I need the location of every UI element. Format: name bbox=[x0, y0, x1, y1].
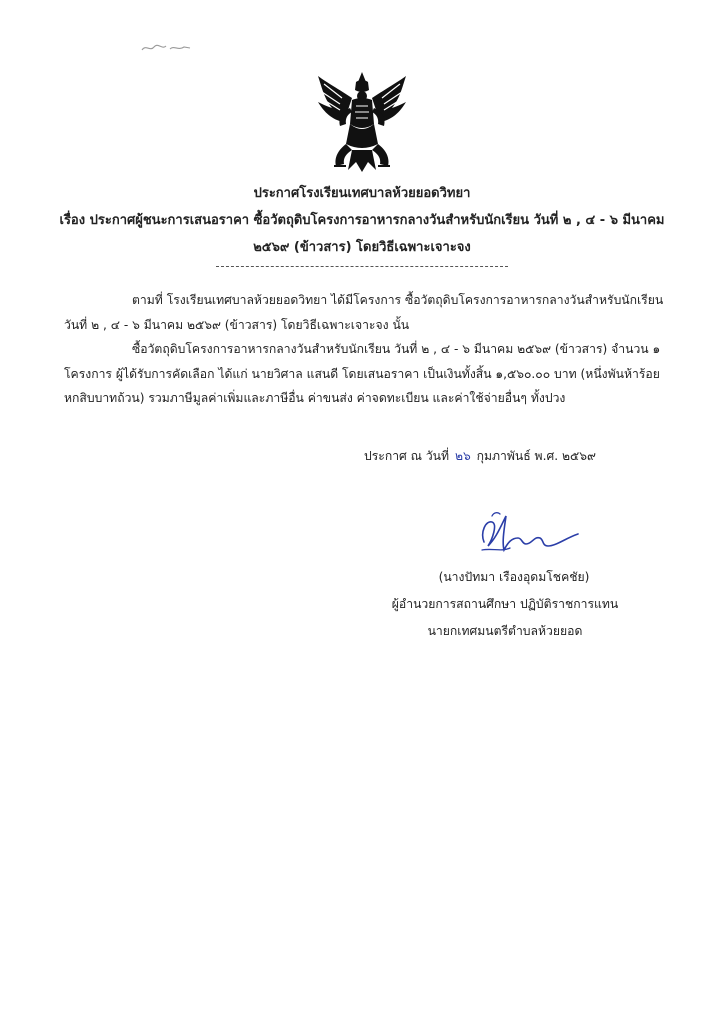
signatory-title-2: นายกเทศมนตรีตำบลห้วยยอด bbox=[427, 624, 583, 638]
signatory-name: (นางปัทมา เรืองอุดมโชคชัย) bbox=[438, 570, 590, 584]
handwritten-signature-icon bbox=[462, 502, 582, 566]
signatory-block bbox=[380, 564, 630, 645]
announcement-date bbox=[364, 447, 596, 466]
body-paragraph-1-line-2: วันที่ ๒ , ๔ - ๖ มีนาคม ๒๕๖๙ (ข้าวสาร) โดยวิธีเฉพาะเจาะจง นั้น bbox=[64, 317, 410, 332]
margin-note-mark bbox=[140, 38, 192, 56]
announce-day: ๒๖ bbox=[454, 449, 471, 463]
announce-prefix: ประกาศ ณ วันที่ bbox=[364, 449, 450, 463]
document-heading bbox=[40, 180, 684, 261]
body-paragraph-2-line-1: ซื้อวัตถุดิบโครงการอาหารกลางวันสำหรับนักเรียน วันที่ ๒ , ๔ - ๖ มีนาคม ๒๕๖๙ (ข้าวสาร) จำนวน ๑ bbox=[132, 342, 661, 356]
heading-line-3: ๒๕๖๙ (ข้าวสาร) โดยวิธีเฉพาะเจาะจง bbox=[253, 240, 471, 255]
heading-divider bbox=[216, 266, 508, 267]
garuda-emblem-icon bbox=[312, 68, 412, 174]
body-paragraph-2-line-3: หกสิบบาทถ้วน) รวมภาษีมูลค่าเพิ่มและภาษีอื่น ค่าขนส่ง ค่าจดทะเบียน และค่าใช้จ่ายอื่นๆ ทั้งปวง bbox=[64, 391, 566, 405]
body-paragraph-1-line-1: ตามที่ โรงเรียนเทศบาลห้วยยอดวิทยา ได้มีโครงการ ซื้อวัตถุดิบโครงการอาหารกลางวันสำหรับนักเรียน bbox=[132, 293, 664, 307]
heading-line-1: ประกาศโรงเรียนเทศบาลห้วยยอดวิทยา bbox=[253, 186, 471, 201]
heading-line-2: เรื่อง ประกาศผู้ชนะการเสนอราคา ซื้อวัตถุดิบโครงการอาหารกลางวันสำหรับนักเรียน วันที่ ๒ , ๔ - ๖ มีนาคม bbox=[59, 213, 665, 228]
signatory-title-1: ผู้อำนวยการสถานศึกษา ปฏิบัติราชการแทน bbox=[391, 597, 619, 611]
document-body bbox=[64, 288, 676, 411]
announce-suffix: กุมภาพันธ์ พ.ศ. ๒๕๖๙ bbox=[476, 449, 596, 463]
body-paragraph-2-line-2: โครงการ ผู้ได้รับการคัดเลือก ได้แก่ นายวิศาล แสนดี โดยเสนอราคา เป็นเงินทั้งสิ้น ๑,๕๖๐.๐๐ บาท (หนึ่งพันห้าร้อย bbox=[64, 366, 660, 381]
